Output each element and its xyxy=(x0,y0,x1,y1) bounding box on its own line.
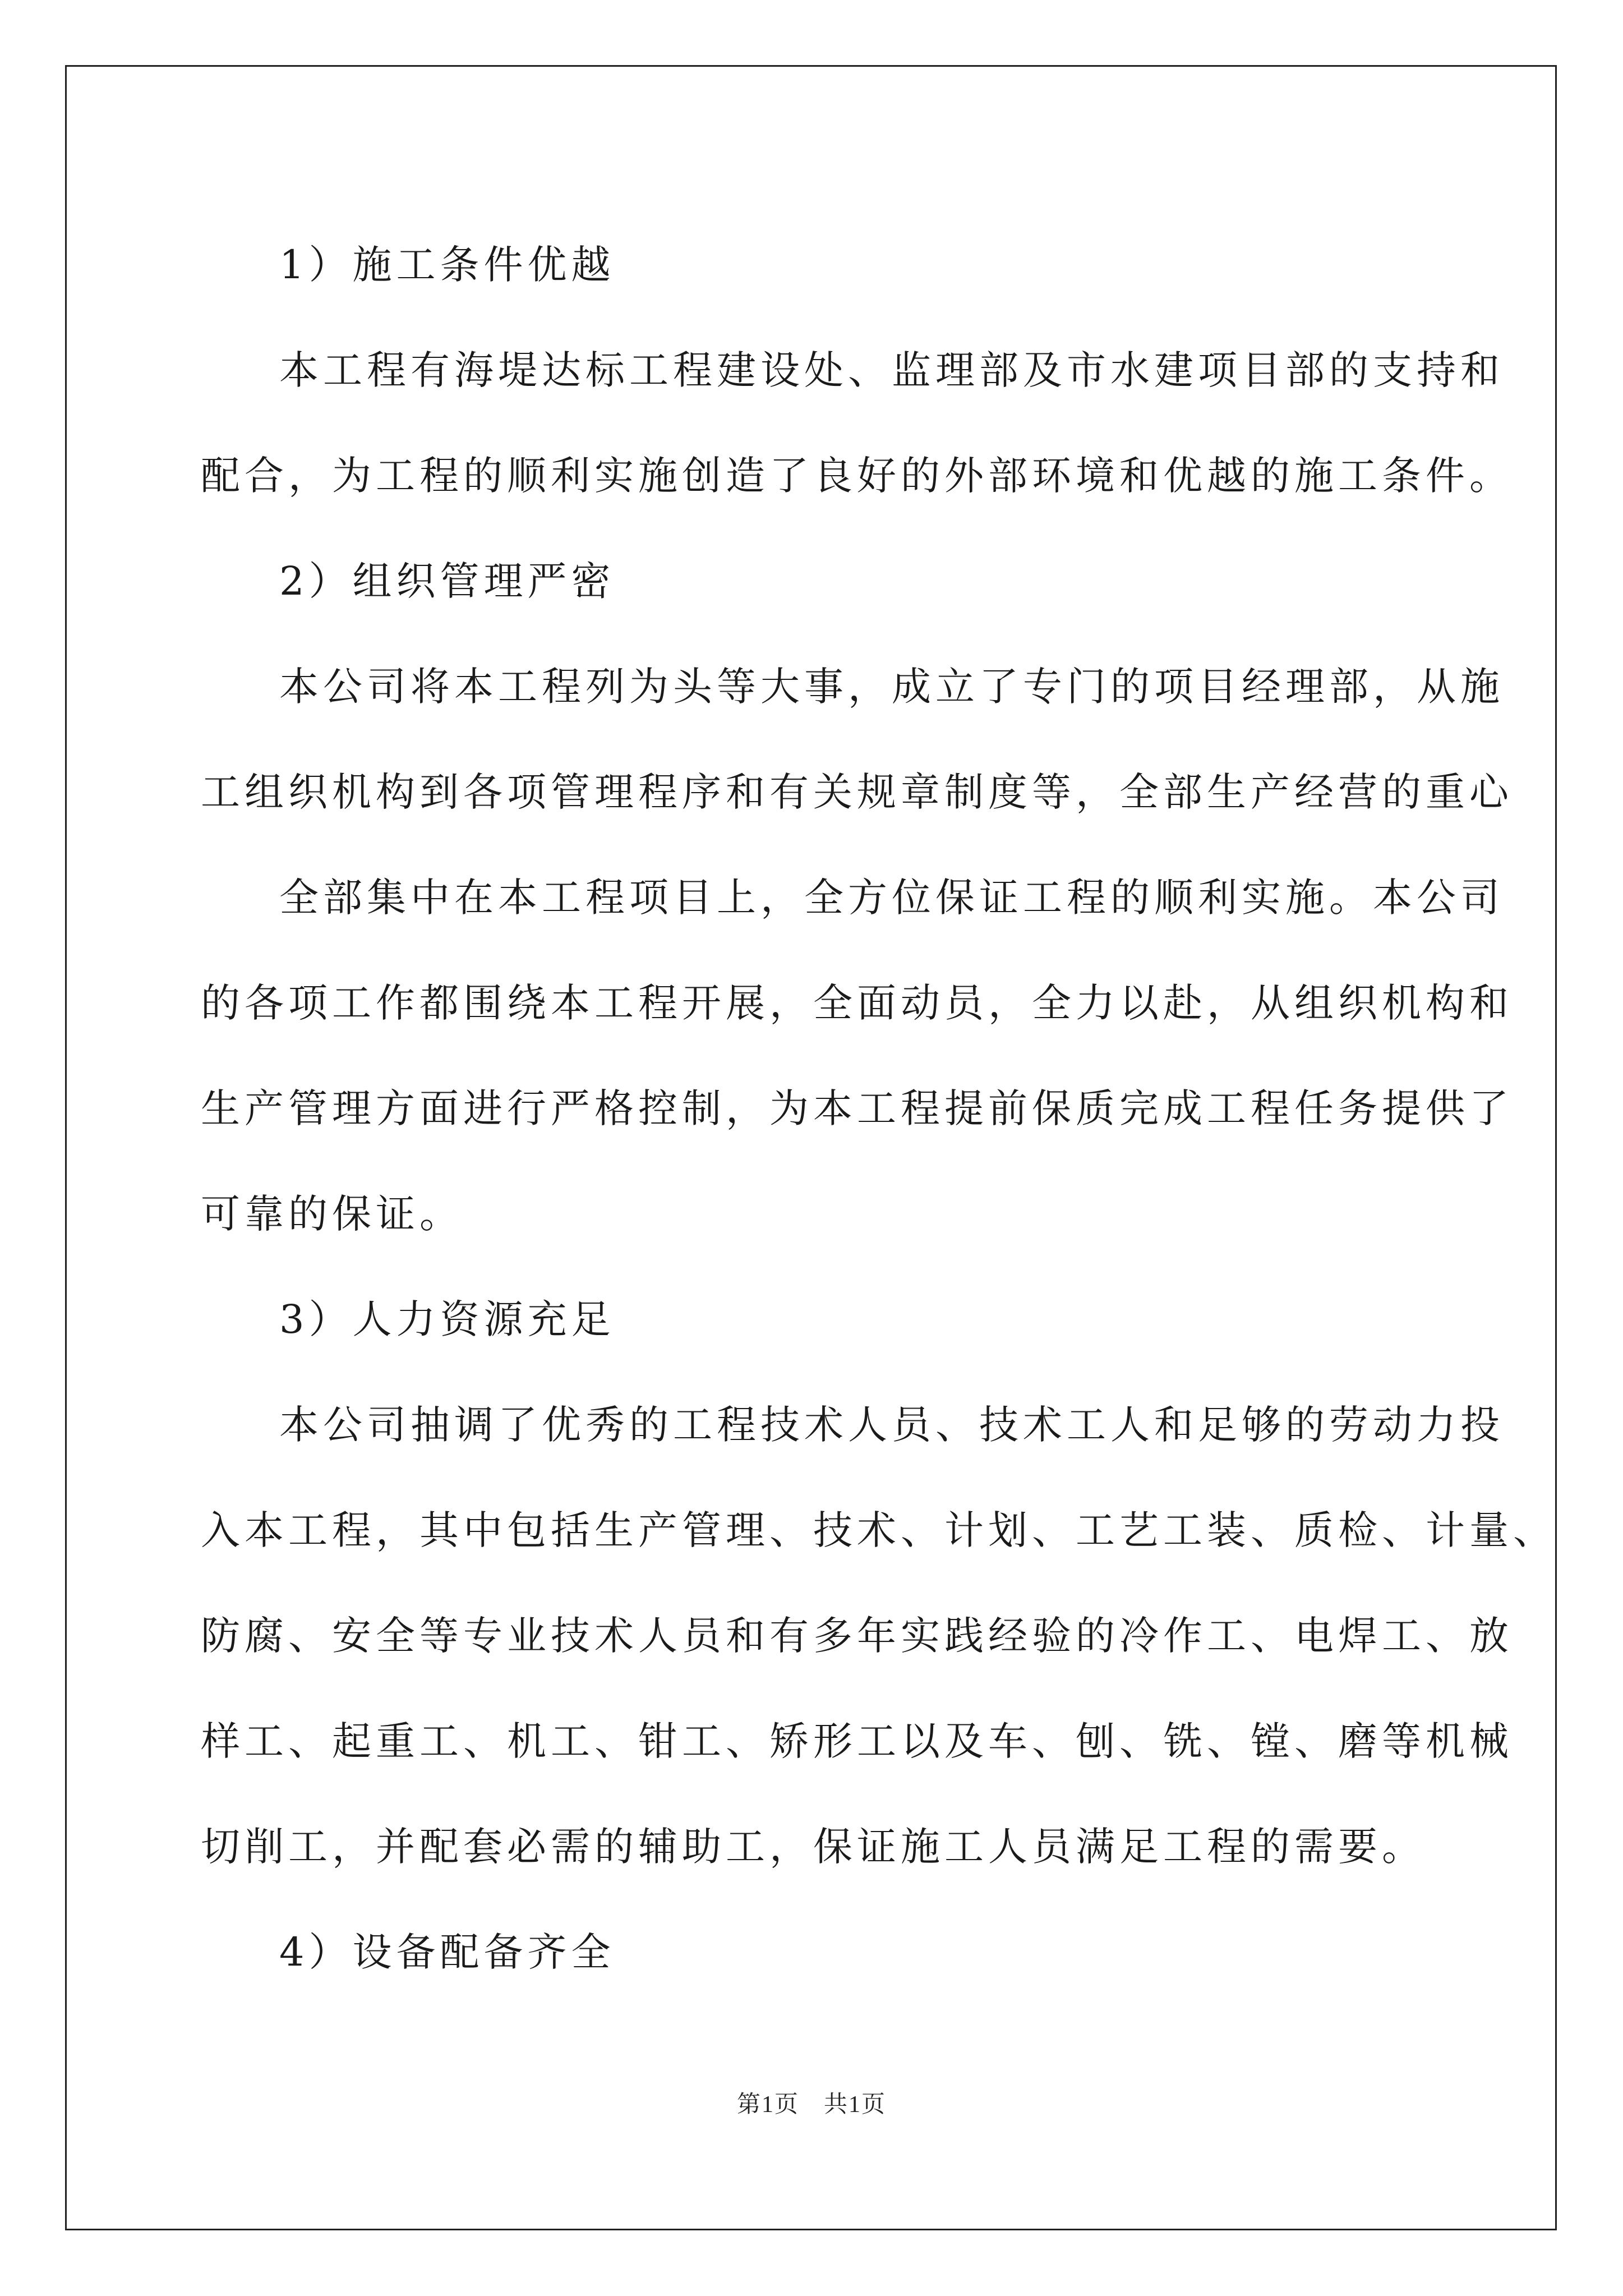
paragraph-line: 的各项工作都围绕本工程开展，全面动员，全力以赴，从组织机构和 xyxy=(201,980,1513,1026)
paragraph-line: 生产管理方面进行严格控制，为本工程提前保质完成工程任务提供了 xyxy=(201,1085,1513,1131)
section-heading-2: 2）组织管理严密 xyxy=(279,558,615,604)
paragraph-line: 工组织机构到各项管理程序和有关规章制度等，全部生产经营的重心 xyxy=(201,769,1513,815)
section-heading-1: 1）施工条件优越 xyxy=(279,242,615,288)
paragraph-line: 本工程有海堤达标工程建设处、监理部及市水建项目部的支持和 xyxy=(279,347,1504,393)
paragraph-line: 可靠的保证。 xyxy=(201,1191,463,1237)
paragraph-line: 防腐、安全等专业技术人员和有多年实践经验的冷作工、电焊工、放 xyxy=(201,1613,1513,1659)
document-body xyxy=(201,212,1557,2005)
paragraph-line: 入本工程，其中包括生产管理、技术、计划、工艺工装、质检、计量、 xyxy=(201,1507,1557,1553)
paragraph-line: 全部集中在本工程项目上，全方位保证工程的顺利实施。本公司 xyxy=(279,875,1504,921)
section-heading-4: 4）设备配备齐全 xyxy=(279,1929,615,1975)
page-footer: 第1页 共1页 xyxy=(736,2092,886,2118)
paragraph-line: 本公司抽调了优秀的工程技术人员、技术工人和足够的劳动力投 xyxy=(279,1402,1504,1448)
paragraph-line: 切削工，并配套必需的辅助工，保证施工人员满足工程的需要。 xyxy=(201,1824,1426,1870)
section-heading-3: 3）人力资源充足 xyxy=(279,1296,615,1342)
paragraph-line: 本公司将本工程列为头等大事，成立了专门的项目经理部，从施 xyxy=(279,664,1504,710)
paragraph-line: 配合，为工程的顺利实施创造了良好的外部环境和优越的施工条件。 xyxy=(201,453,1513,499)
paragraph-line: 样工、起重工、机工、钳工、矫形工以及车、刨、铣、镗、磨等机械 xyxy=(201,1718,1513,1764)
